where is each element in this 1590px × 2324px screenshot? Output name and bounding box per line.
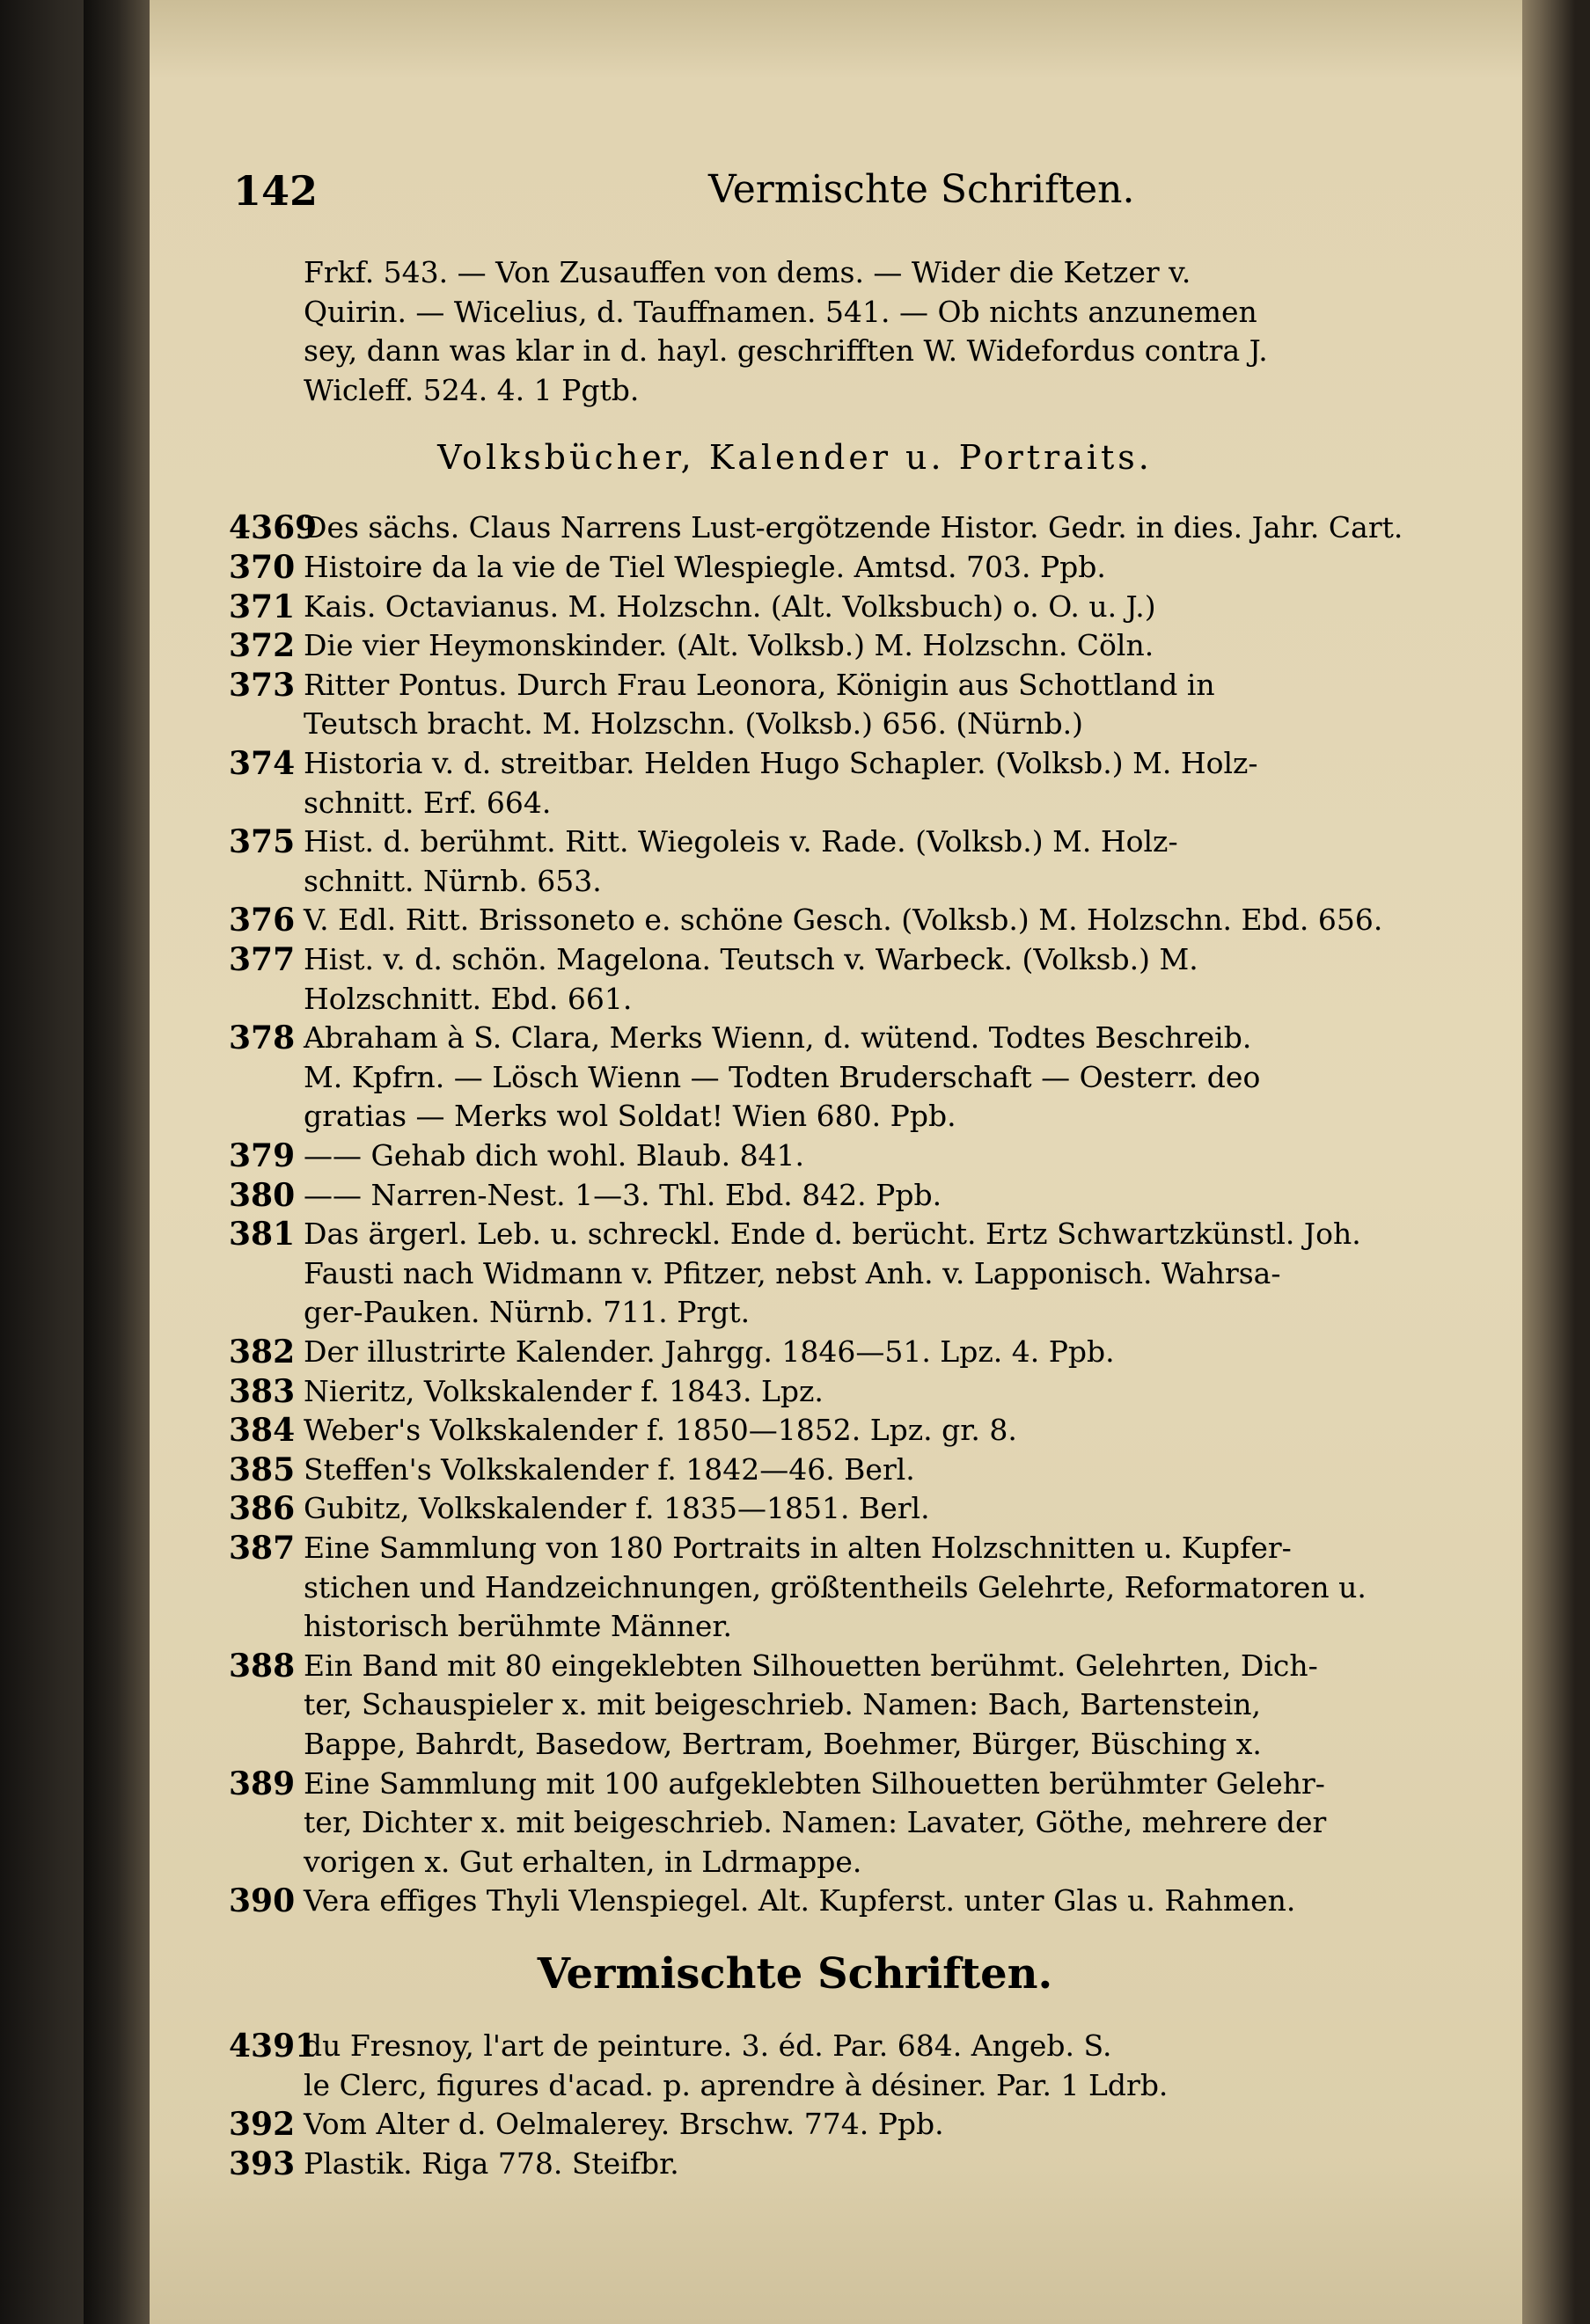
entry-number: 373	[229, 666, 296, 704]
entry-text: Plastik. Riga 778. Steifbr.	[304, 2145, 679, 2181]
entry-text: Historia v. d. streitbar. Helden Hugo Schapler. (Volksb.) M. Holz-	[304, 746, 1258, 780]
entry-text: Abraham à S. Clara, Merks Wienn, d. wütend. Todtes Beschreib.	[304, 1020, 1252, 1056]
line-text: Wicleff. 524. 4. 1 Pgtb.	[304, 372, 640, 407]
entry-text: Histoire da la vie de Tiel Wlespiegle. Amtsd. 703. Ppb.	[304, 550, 1106, 584]
entry-number: 378	[229, 1019, 296, 1057]
entry-text: le Clerc, figures d'acad. p. aprendre à désiner. Par. 1 Ldrb.	[304, 2067, 1169, 2102]
entry-text: stichen und Handzeichnungen, größtentheils Gelehrte, Reformatoren u.	[304, 1569, 1367, 1604]
entry-number: 388	[229, 1647, 296, 1685]
entry-text: Ein Band mit 80 eingeklebten Silhouetten berühmt. Gelehrten, Dich-	[304, 1648, 1318, 1683]
section-heading: Vermischte Schriften.	[537, 1949, 1053, 1999]
entry-number: 381	[229, 1216, 296, 1253]
line-text: Quirin. — Wicelius, d. Tauffnamen. 541. — Ob nichts anzunemen	[304, 294, 1257, 329]
entry-text: Ritter Pontus. Durch Frau Leonora, Königin aus Schottland in	[304, 667, 1215, 702]
entry-text: Die vier Heymonskinder. (Alt. Volksb.) M. Holzschn. Cöln.	[304, 628, 1154, 663]
entry-number: 380	[229, 1176, 296, 1214]
entry-number: 392	[229, 2106, 296, 2144]
entry-text: schnitt. Nürnb. 653.	[304, 863, 602, 898]
entry-number: 376	[229, 902, 296, 939]
entry-text: Des sächs. Claus Narrens Lust-ergötzende Histor. Gedr. in dies. Jahr. Cart.	[304, 510, 1403, 545]
running-title: Vermischte Schriften.	[708, 167, 1135, 212]
entry-text: Eine Sammlung mit 100 aufgeklebten Silhouetten berühmter Gelehr-	[304, 1765, 1325, 1801]
entry-text: Steffen's Volkskalender f. 1842—46. Berl.	[304, 1451, 915, 1487]
entry-text: —— Narren-Nest. 1—3. Thl. Ebd. 842. Ppb.	[304, 1177, 942, 1212]
entry-text: Hist. v. d. schön. Magelona. Teutsch v. Warbeck. (Volksb.) M.	[304, 942, 1198, 976]
line-text: Frkf. 543. — Von Zusauffen von dems. — Wider die Ketzer v.	[304, 255, 1191, 289]
entry-text: ter, Dichter x. mit beigeschrieb. Namen: Lavater, Göthe, mehrere der	[304, 1805, 1327, 1840]
entry-text: schnitt. Erf. 664.	[304, 785, 552, 820]
entry-text: du Fresnoy, l'art de peinture. 3. éd. Par. 684. Angeb. S.	[304, 2028, 1112, 2063]
entry-text: Bappe, Bahrdt, Basedow, Bertram, Boehmer, Bürger, Büsching x.	[304, 1727, 1262, 1761]
entry-text: Kais. Octavianus. M. Holzschn. (Alt. Volksbuch) o. O. u. J.)	[304, 588, 1156, 624]
entry-text: —— Gehab dich wohl. Blaub. 841.	[304, 1138, 805, 1173]
entry-number: 371	[229, 588, 296, 625]
entry-text: Eine Sammlung von 180 Portraits in alten Holzschnitten u. Kupfer-	[304, 1531, 1292, 1565]
entry-text: historisch berühmte Männer.	[304, 1609, 733, 1644]
entry-text: Holzschnitt. Ebd. 661.	[304, 981, 633, 1016]
entry-number: 385	[229, 1451, 296, 1488]
entry-text: Teutsch bracht. M. Holzschn. (Volksb.) 656. (Nürnb.)	[304, 706, 1083, 742]
entry-text: Der illustrirte Kalender. Jahrgg. 1846—51. Lpz. 4. Ppb.	[304, 1334, 1115, 1369]
entry-number: 382	[229, 1334, 296, 1370]
entry-number: 374	[229, 745, 296, 782]
entry-number: 377	[229, 941, 296, 978]
entry-text: Das ärgerl. Leb. u. schreckl. Ende d. berücht. Ertz Schwartzkünstl. Joh.	[304, 1217, 1361, 1252]
entry-number: 384	[229, 1412, 296, 1450]
entry-text: gratias — Merks wol Soldat! Wien 680. Ppb.	[304, 1099, 956, 1134]
entry-text: Weber's Volkskalender f. 1850—1852. Lpz. gr. 8.	[304, 1413, 1017, 1448]
section-heading: Volksbücher, Kalender u. Portraits.	[437, 438, 1153, 478]
entry-text: V. Edl. Ritt. Brissoneto e. schöne Gesch. (Volksb.) M. Holzschn. Ebd. 656.	[304, 903, 1383, 938]
page-number: 142	[233, 167, 319, 215]
entry-number: 379	[229, 1137, 296, 1174]
entry-text: Vera effiges Thyli Vlenspiegel. Alt. Kupferst. unter Glas u. Rahmen.	[304, 1883, 1296, 1918]
entry-text: vorigen x. Gut erhalten, in Ldrmappe.	[304, 1844, 862, 1879]
entry-number: 393	[229, 2145, 296, 2182]
line-text: sey, dann was klar in d. hayl. geschrifften W. Widefordus contra J.	[304, 333, 1268, 369]
entry-text: ger-Pauken. Nürnb. 711. Prgt.	[304, 1295, 751, 1330]
entry-number: 370	[229, 549, 296, 586]
entry-text: Vom Alter d. Oelmalerey. Brschw. 774. Ppb.	[304, 2107, 944, 2142]
entry-number: 4369	[229, 509, 318, 547]
entry-number: 387	[229, 1530, 296, 1567]
entry-text: Hist. d. berühmt. Ritt. Wiegoleis v. Rade. (Volksb.) M. Holz-	[304, 824, 1178, 859]
entry-number: 386	[229, 1490, 296, 1528]
entry-number: 383	[229, 1372, 296, 1410]
entry-text: M. Kpfrn. — Lösch Wienn — Todten Bruderschaft — Oesterr. deo	[304, 1059, 1261, 1094]
entry-text: Nieritz, Volkskalender f. 1843. Lpz.	[304, 1373, 824, 1408]
entry-number: 375	[229, 823, 296, 861]
entry-number: 372	[229, 627, 296, 665]
entry-text: Fausti nach Widmann v. Pfitzer, nebst Anh. v. Lapponisch. Wahrsa-	[304, 1255, 1281, 1290]
entry-number: 390	[229, 1882, 296, 1920]
entry-text: ter, Schauspieler x. mit beigeschrieb. Namen: Bach, Bartenstein,	[304, 1687, 1262, 1722]
entry-number: 4391	[229, 2028, 318, 2065]
running-head	[233, 167, 1465, 229]
entry-number: 389	[229, 1765, 296, 1802]
entry-text: Gubitz, Volkskalender f. 1835—1851. Berl.	[304, 1491, 930, 1526]
